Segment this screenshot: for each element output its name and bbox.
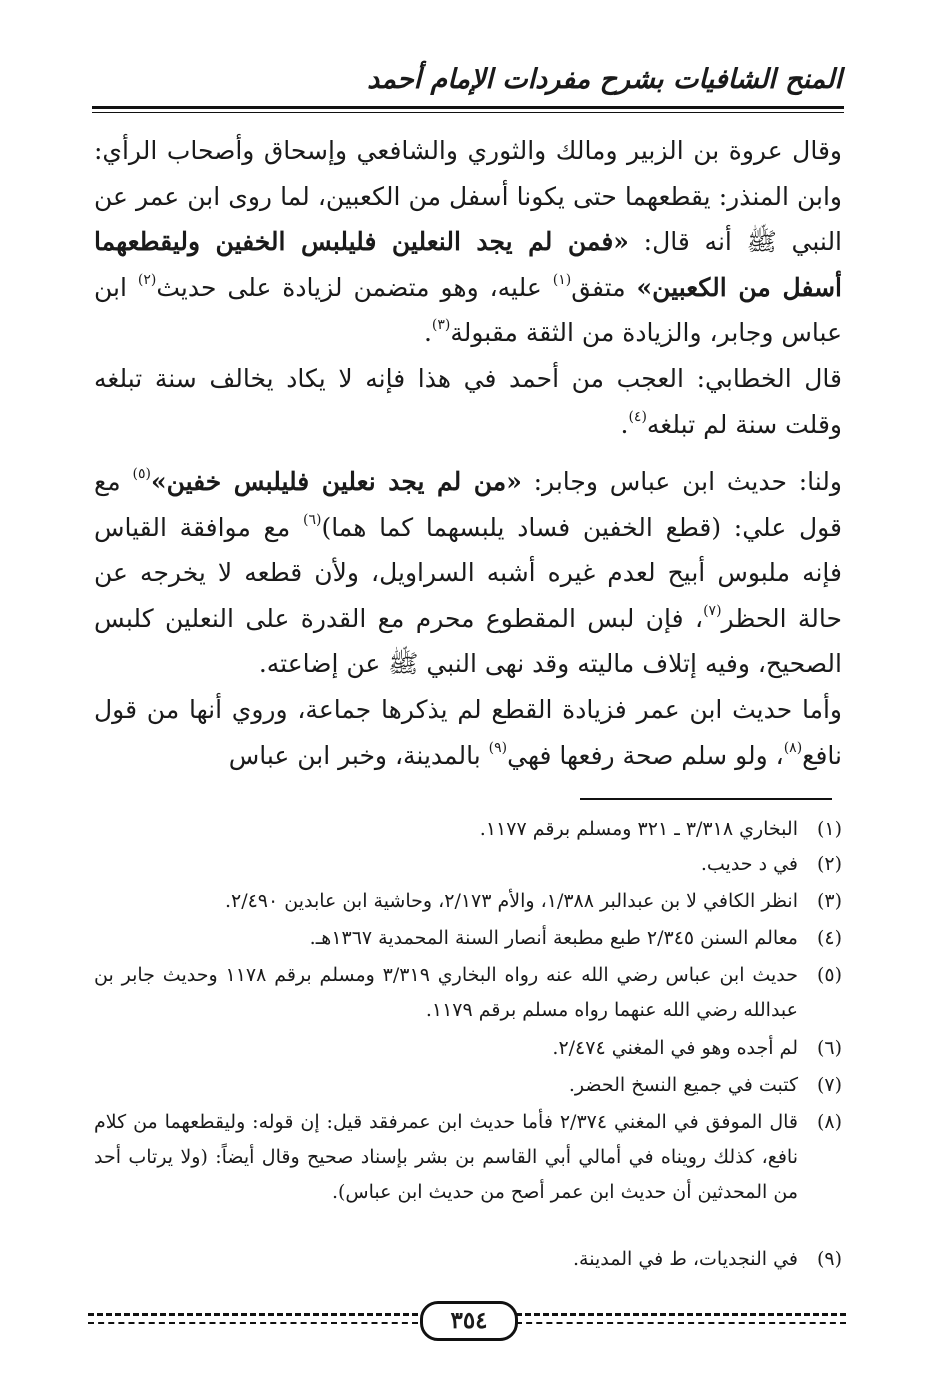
paragraph-text: مع قول علي: (قطع الخفين فساد يلبسهما كما هما) xyxy=(94,467,842,542)
footnote-number: (٤) xyxy=(816,927,842,949)
body-paragraph-3 xyxy=(94,459,842,687)
footnote-ref: (٧) xyxy=(703,602,722,619)
footnote-ref: (٩) xyxy=(488,739,508,756)
footer-dashed-line-left-lower xyxy=(88,1322,418,1324)
footnote-ref: (٢) xyxy=(137,271,157,288)
paragraph-text: ابن عباس وجابر، والزيادة من الثقة مقبولة xyxy=(94,272,842,347)
footnote-number: (٨) xyxy=(816,1111,842,1133)
footnote-number: (١) xyxy=(816,818,842,840)
footnote-number: (٥) xyxy=(816,964,842,986)
footnote-text: حديث ابن عباس رضي الله عنه رواه البخاري ٣/٣١٩ ومسلم برقم ١١٧٨ وحديث جابر بن عبدالله رضي الله عنهما رواه مسلم برقم ١١٧٩. xyxy=(94,964,799,1021)
header-rule xyxy=(92,106,844,109)
footnote-text: في النجديات، ط في المدينة. xyxy=(573,1248,798,1270)
footnote-7 xyxy=(94,1068,842,1103)
footnote-text: معالم السنن ٢/٣٤٥ طبع مطبعة أنصار السنة المحمدية ١٣٦٧هـ. xyxy=(309,927,798,949)
paragraph-text: وأما حديث ابن عمر فزيادة القطع لم يذكرها جماعة، وروي أنها من قول نافع xyxy=(94,695,842,770)
body-paragraph-4 xyxy=(94,687,842,778)
paragraph-text: مع موافقة القياس فإنه ملبوس أبيح لعدم غيره أشبه السراويل، ولأن قطعه لا يخرجه عن حالة الحظر xyxy=(94,512,843,633)
running-header-title: المنح الشافيات بشرح مفردات الإمام أحمد xyxy=(367,64,842,95)
footnote-ref: (٤) xyxy=(628,408,647,425)
footnote-text: قال الموفق في المغني ٢/٣٧٤ فأما حديث ابن عمرفقد قيل: إن قوله: وليقطعهما من كلام نافع، كذلك رويناه في أمالي أبي القاسم بن بشر بإسناد صحيح وقال أيضاً: (ولا يرتاب أحد من المحدثين أن حديث ابن عمر أصح من حديث ابن عباس). xyxy=(94,1111,798,1203)
page-number: ٣٥٤ xyxy=(420,1301,518,1341)
paragraph-text: ، ولو سلم صحة رفعها فهي xyxy=(507,740,784,770)
footnote-ref: (١) xyxy=(552,271,572,288)
paragraph-text: قال الخطابي: العجب من أحمد في هذا فإنه لا يكاد يخالف سنة تبلغه وقلت سنة لم تبلغه xyxy=(94,364,842,439)
paragraph-text: وقال عروة بن الزبير ومالك والثوري والشافعي وإسحاق وأصحاب الرأي: وابن المنذر: يقطعهما حتى يكونا أسفل من الكعبين، لما روى ابن عمر عن النبي ﷺ أنه قال: xyxy=(94,136,843,256)
footnote-text: انظر الكافي لا بن عبدالبر ١/٣٨٨، والأم ٢/١٧٣، وحاشية ابن عابدين ٢/٤٩٠. xyxy=(224,890,798,912)
footnote-9 xyxy=(94,1242,842,1277)
body-paragraph-2 xyxy=(94,356,842,447)
footer-dashed-line-left xyxy=(88,1313,418,1316)
footer-dashed-line-right xyxy=(516,1313,846,1316)
footnote-number: (٣) xyxy=(816,890,842,912)
footnote-number: (٦) xyxy=(816,1037,842,1059)
footnote-1 xyxy=(94,812,842,847)
footnote-5 xyxy=(94,958,842,1028)
footnote-3 xyxy=(94,884,842,919)
footnote-text: البخاري ٣/٣١٨ ـ ٣٢١ ومسلم برقم ١١٧٧. xyxy=(479,818,798,840)
footnote-4 xyxy=(94,921,842,956)
paragraph-text: . xyxy=(620,409,629,439)
footnote-number: (٧) xyxy=(816,1074,842,1096)
body-paragraph-1 xyxy=(94,128,842,356)
footnote-ref: (٨) xyxy=(783,739,803,756)
footnote-separator xyxy=(580,798,832,800)
paragraph-text: بالمدينة، وخبر ابن عباس xyxy=(228,740,489,770)
hadith-quote: «من لم يجد نعلين فليلبس خفين» xyxy=(150,467,522,496)
footnote-text: كتبت في جميع النسخ الحضر. xyxy=(568,1074,798,1096)
paragraph-text: متفق xyxy=(571,272,637,302)
footnote-8 xyxy=(94,1105,842,1210)
footnote-text: في د حديب. xyxy=(700,853,798,875)
footnote-number: (٢) xyxy=(816,853,842,875)
paragraph-text: ولنا: حديث ابن عباس وجابر: xyxy=(521,467,842,496)
paragraph-text: ، فإن لبس المقطوع محرم مع القدرة على النعلين كلبس الصحيح، وفيه إتلاف ماليته وقد نهى النبي ﷺ عن إضاعته. xyxy=(94,603,842,678)
footnote-6 xyxy=(94,1031,842,1066)
footnote-ref: (٥) xyxy=(132,466,151,482)
footnote-number: (٩) xyxy=(816,1248,842,1270)
footnote-ref: (٣) xyxy=(431,317,451,333)
footer-dashed-line-right-lower xyxy=(516,1322,846,1324)
paragraph-text: عليه، وهو متضمن لزيادة على حديث xyxy=(156,272,553,302)
footnote-2 xyxy=(94,847,842,882)
header-rule-thin xyxy=(92,112,844,113)
footnote-ref: (٦) xyxy=(302,511,322,528)
footnote-text: لم أجده وهو في المغني ٢/٤٧٤. xyxy=(552,1037,798,1059)
paragraph-text: . xyxy=(423,318,432,347)
hadith-quote: «فمن لم يجد النعلين فليلبس الخفين وليقطعهما أسفل من الكعبين» xyxy=(94,227,842,302)
